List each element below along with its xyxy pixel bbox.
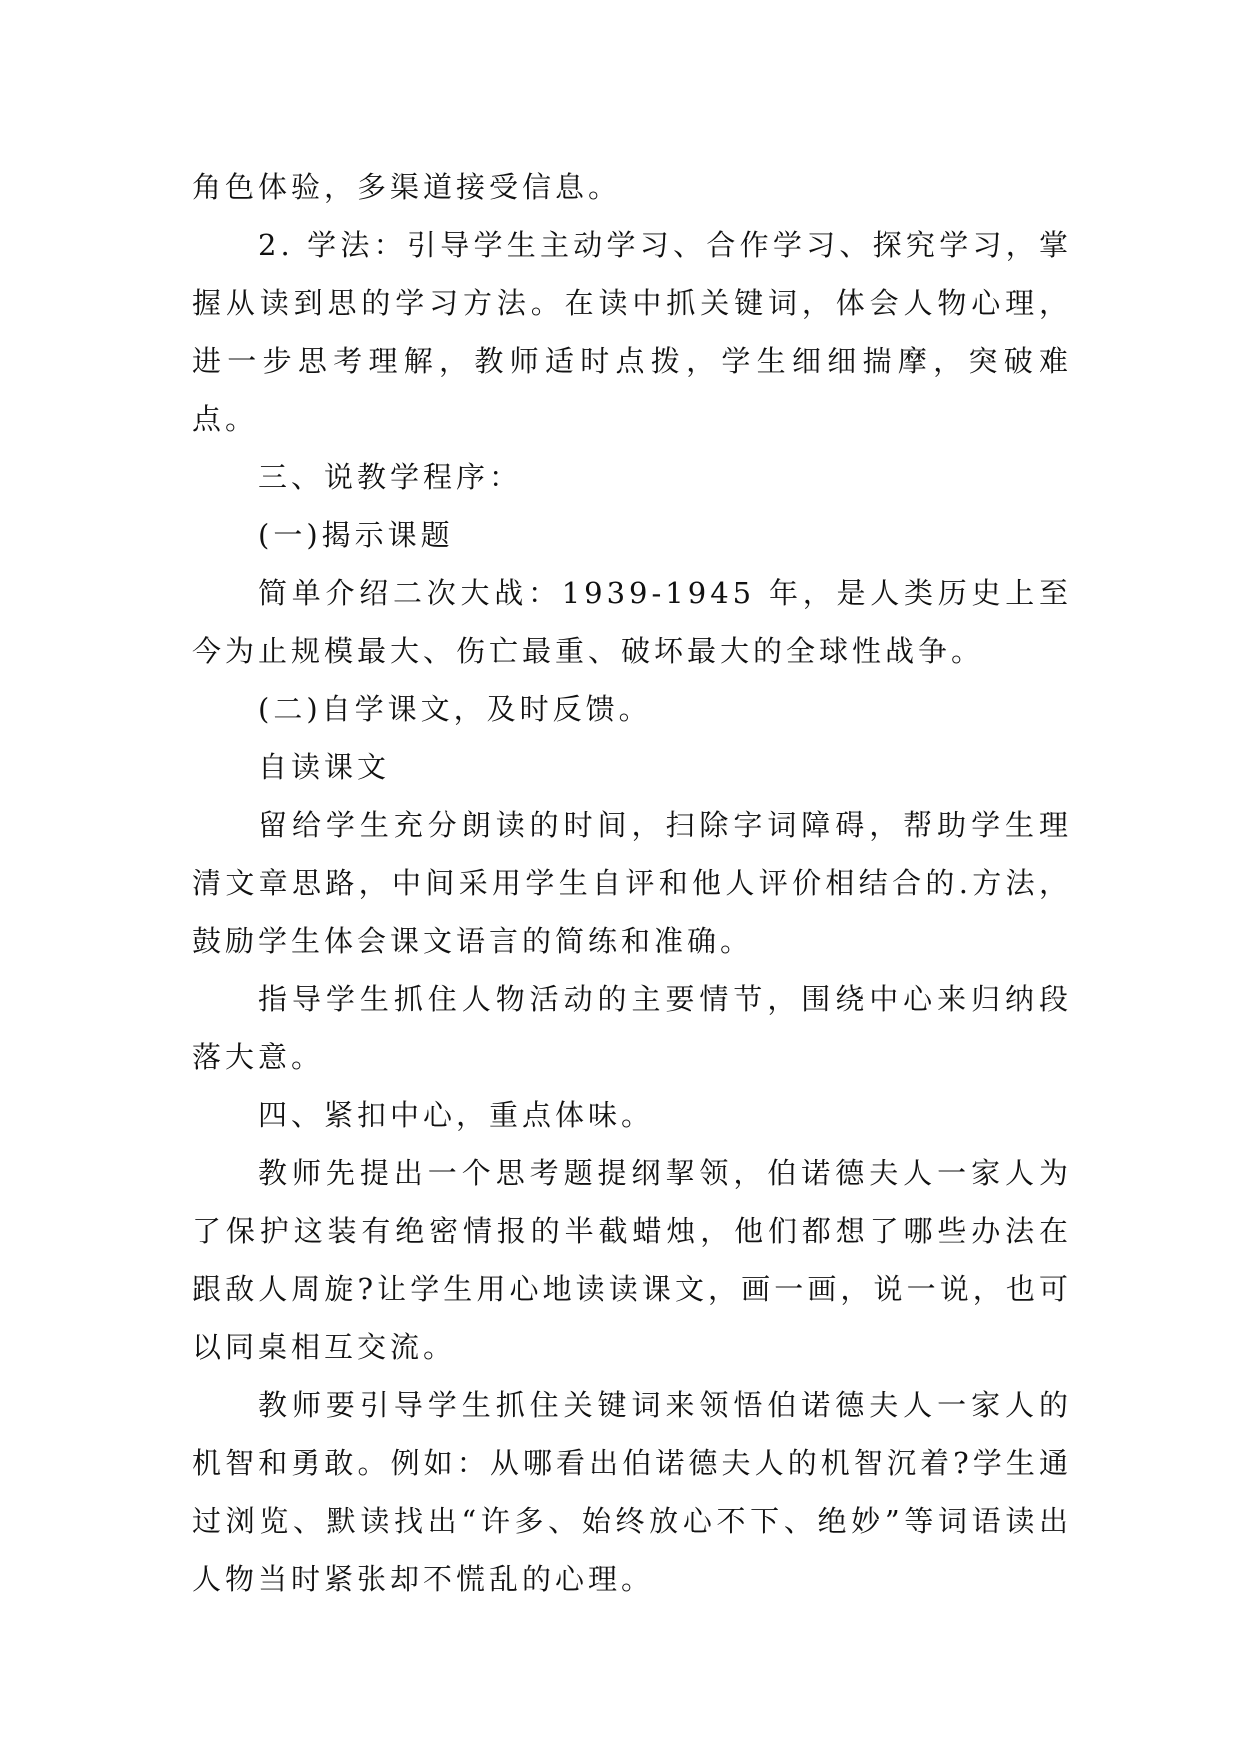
paragraph: 指导学生抓住人物活动的主要情节，围绕中心来归纳段落大意。 bbox=[192, 982, 1072, 1074]
section-heading: 四、紧扣中心，重点体味。 bbox=[258, 1098, 655, 1132]
paragraph: 教师先提出一个思考题提纲挈领，伯诺德夫人一家人为了保护这装有绝密情报的半截蜡烛，他们都想了哪些办法在跟敌人周旋?让学生用心地读读课文，画一画，说一说，也可以同桌相互交流。 bbox=[192, 1156, 1072, 1364]
section-heading: 三、说教学程序： bbox=[258, 460, 523, 494]
paragraph: 自读课文 bbox=[258, 750, 391, 784]
paragraph: 角色体验，多渠道接受信息。 bbox=[192, 170, 622, 204]
subsection-heading: (二)自学课文，及时反馈。 bbox=[258, 692, 652, 726]
document-body bbox=[192, 158, 1072, 1608]
paragraph: 简单介绍二次大战：1939-1945 年，是人类历史上至今为止规模最大、伤亡最重、破坏最大的全球性战争。 bbox=[192, 576, 1072, 668]
paragraph: 留给学生充分朗读的时间，扫除字词障碍，帮助学生理清文章思路，中间采用学生自评和他人评价相结合的.方法，鼓励学生体会课文语言的简练和准确。 bbox=[192, 808, 1072, 958]
subsection-heading: (一)揭示课题 bbox=[258, 518, 454, 552]
paragraph: 教师要引导学生抓住关键词来领悟伯诺德夫人一家人的机智和勇敢。例如：从哪看出伯诺德夫人的机智沉着?学生通过浏览、默读找出“许多、始终放心不下、绝妙”等词语读出人物当时紧张却不慌乱的心理。 bbox=[192, 1388, 1072, 1596]
paragraph: 2. 学法：引导学生主动学习、合作学习、探究学习，掌握从读到思的学习方法。在读中抓关键词，体会人物心理，进一步思考理解，教师适时点拨，学生细细揣摩，突破难点。 bbox=[192, 228, 1072, 436]
